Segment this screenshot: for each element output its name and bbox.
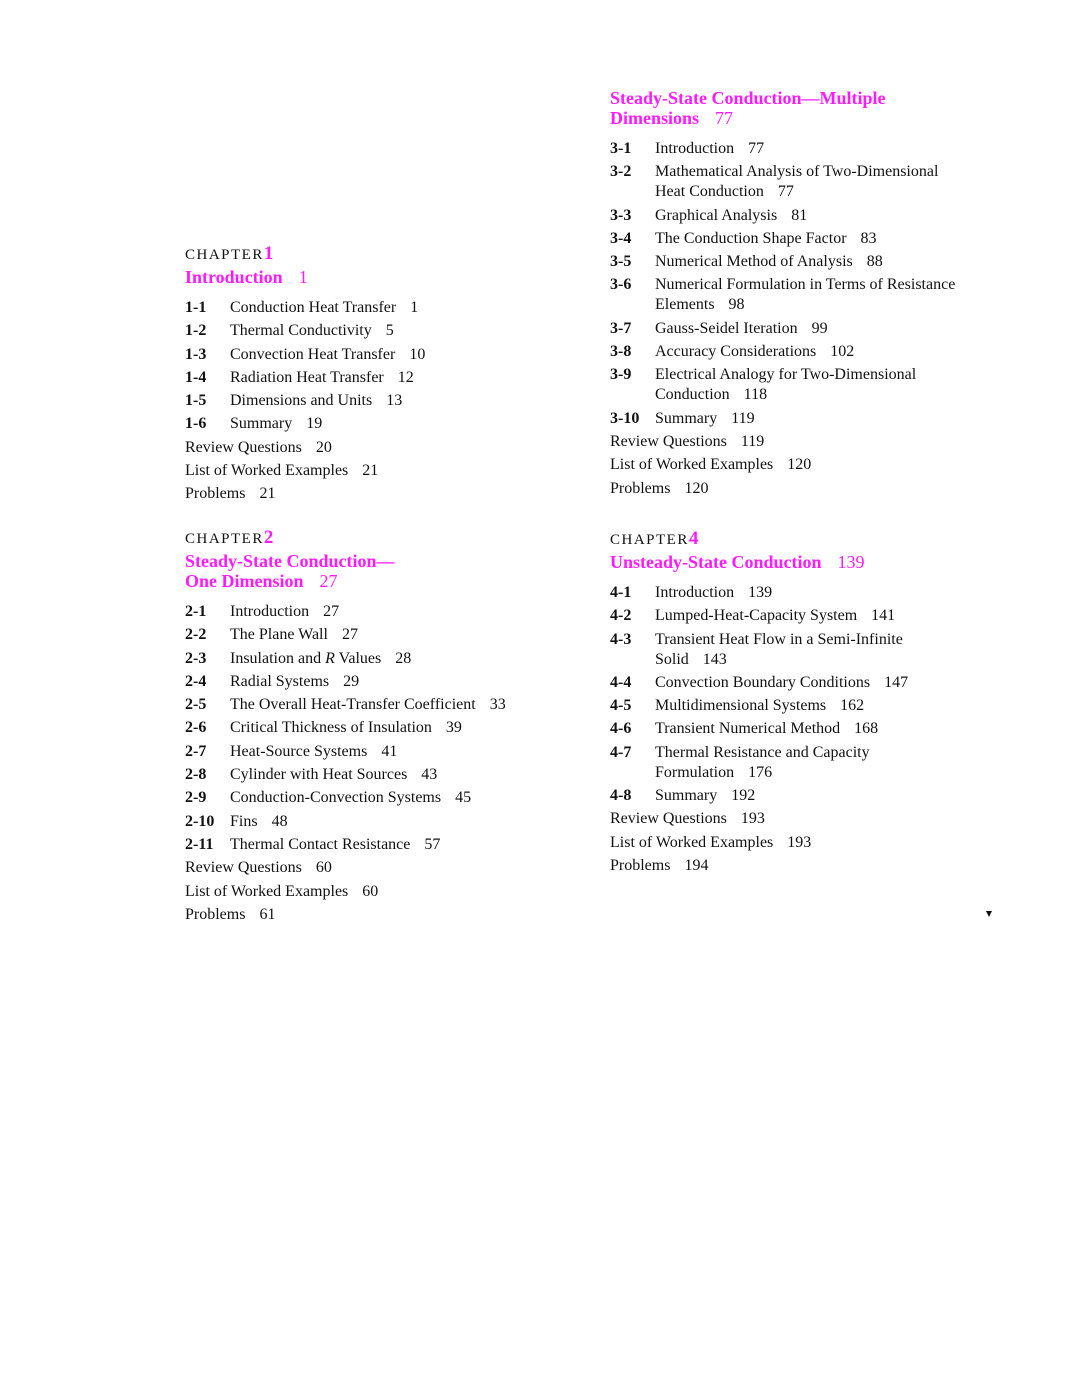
section-page: 119 xyxy=(731,409,755,427)
section-page: 141 xyxy=(871,607,896,625)
section-title: Transient Numerical Method xyxy=(655,720,841,738)
chapter-page-number: 77 xyxy=(715,108,734,128)
toc-entry[interactable] xyxy=(610,206,970,226)
section-number: 2-8 xyxy=(185,766,207,784)
section-page: 27 xyxy=(323,603,340,620)
section-page: 143 xyxy=(702,650,727,668)
toc-extra-entry[interactable] xyxy=(610,455,970,475)
section-title: Critical Thickness of Insulation xyxy=(230,719,432,737)
section-title: Cylinder with Heat Sources xyxy=(230,766,408,784)
extra-title: List of Worked Examples xyxy=(610,456,774,474)
extra-page: 61 xyxy=(259,905,276,923)
section-title: Numerical Formulation in Terms of Resistance Elements xyxy=(655,276,956,314)
extra-title: List of Worked Examples xyxy=(185,882,349,900)
section-page: 83 xyxy=(860,229,877,247)
toc-entry[interactable] xyxy=(185,321,585,341)
section-page: 192 xyxy=(731,787,756,805)
section-number: 2-1 xyxy=(185,603,207,620)
section-number: 3-6 xyxy=(610,276,632,294)
extra-page: 193 xyxy=(740,810,765,828)
toc-extra-entry[interactable] xyxy=(610,809,970,829)
chapter-label xyxy=(185,244,585,264)
toc-extra-entry[interactable] xyxy=(610,432,970,452)
toc-extra-entry[interactable] xyxy=(610,479,970,499)
chapter-4-toc xyxy=(610,529,970,879)
section-page: 48 xyxy=(271,812,288,830)
extra-title: Problems xyxy=(610,479,671,497)
toc-extra-entry[interactable] xyxy=(185,858,585,878)
section-page: 99 xyxy=(811,319,828,337)
toc-entry[interactable] xyxy=(185,765,585,785)
extra-title: Review Questions xyxy=(610,810,727,828)
toc-entry[interactable] xyxy=(185,391,585,411)
section-number: 2-5 xyxy=(185,696,207,714)
toc-entry[interactable] xyxy=(610,743,970,783)
section-page: 147 xyxy=(884,673,909,691)
section-number: 2-3 xyxy=(185,649,207,667)
section-page: 102 xyxy=(830,343,855,361)
section-number: 4-1 xyxy=(610,584,632,601)
section-page: 27 xyxy=(341,626,358,644)
section-page: 81 xyxy=(791,206,808,224)
section-title: Accuracy Considerations xyxy=(655,343,817,361)
section-title: Introduction xyxy=(655,140,735,157)
chapter-page-number: 1 xyxy=(298,267,308,287)
chapter-title-line: Unsteady-State Conduction xyxy=(610,552,822,572)
section-number: 3-10 xyxy=(610,409,640,427)
section-number: 1-2 xyxy=(185,322,207,340)
toc-entry[interactable] xyxy=(185,368,585,388)
toc-extra-entry[interactable] xyxy=(610,856,970,876)
section-title: Fins xyxy=(230,812,258,830)
section-number: 4-2 xyxy=(610,607,632,625)
section-number: 3-9 xyxy=(610,366,632,384)
section-number: 2-9 xyxy=(185,789,207,807)
section-number: 3-1 xyxy=(610,140,632,157)
chapter-title xyxy=(185,267,585,287)
section-number: 2-2 xyxy=(185,626,207,644)
section-title: Mathematical Analysis of Two-Dimensional Heat Conduction xyxy=(655,163,939,201)
toc-entry[interactable] xyxy=(610,162,970,202)
section-title: Graphical Analysis xyxy=(655,206,778,224)
toc-entry[interactable] xyxy=(610,252,970,272)
chapter-page-number: 139 xyxy=(837,552,865,572)
section-title: Introduction xyxy=(230,603,310,620)
toc-entry[interactable] xyxy=(610,365,970,405)
section-title: Conduction Heat Transfer xyxy=(230,299,397,316)
section-title: The Plane Wall xyxy=(230,626,328,644)
extra-page: 120 xyxy=(787,456,812,474)
extra-title: Review Questions xyxy=(185,438,302,456)
toc-entry[interactable] xyxy=(185,298,585,318)
section-title: Conduction-Convection Systems xyxy=(230,789,442,807)
section-title: Radiation Heat Transfer xyxy=(230,368,384,386)
section-page: 1 xyxy=(410,299,419,316)
chapter-title-line: Dimensions xyxy=(610,108,700,128)
section-page: 13 xyxy=(386,392,403,410)
chapter-label xyxy=(185,528,585,548)
section-title: Radial Systems xyxy=(230,672,330,690)
section-number: 3-7 xyxy=(610,319,632,337)
section-title: Lumped-Heat-Capacity System xyxy=(655,607,858,625)
section-page: 33 xyxy=(489,696,506,714)
toc-entry[interactable] xyxy=(185,345,585,365)
toc-entry[interactable] xyxy=(185,414,585,434)
extra-page: 193 xyxy=(787,833,812,851)
section-number: 3-3 xyxy=(610,206,632,224)
section-title: Transient Heat Flow in a Semi-Infinite Solid xyxy=(655,630,903,668)
section-title: Introduction xyxy=(655,584,735,601)
toc-entry[interactable] xyxy=(185,835,585,855)
section-page: 5 xyxy=(385,322,394,340)
section-page: 45 xyxy=(455,789,472,807)
toc-entry[interactable] xyxy=(610,229,970,249)
section-number: 3-4 xyxy=(610,229,632,247)
section-page: 10 xyxy=(409,345,426,363)
toc-entry[interactable] xyxy=(610,786,970,806)
section-number: 1-5 xyxy=(185,392,207,410)
toc-entry[interactable] xyxy=(185,672,585,692)
section-title: Multidimensional Systems xyxy=(655,697,827,715)
toc-entry[interactable] xyxy=(185,812,585,832)
toc-entry[interactable] xyxy=(185,695,585,715)
toc-entry[interactable] xyxy=(610,696,970,716)
toc-extra-entry[interactable] xyxy=(610,833,970,853)
section-number: 4-7 xyxy=(610,743,632,761)
section-title: Thermal Contact Resistance xyxy=(230,835,411,853)
toc-entry[interactable] xyxy=(610,409,970,429)
section-number: 3-8 xyxy=(610,343,632,361)
extra-title: List of Worked Examples xyxy=(610,833,774,851)
chapter-title-line: Steady-State Conduction—Multiple xyxy=(610,88,886,108)
toc-entry[interactable] xyxy=(610,719,970,739)
toc-entry[interactable] xyxy=(610,275,970,315)
section-page: 28 xyxy=(395,649,412,667)
chapter-word: CHAPTER xyxy=(610,532,689,548)
chapter-title xyxy=(185,551,585,591)
section-number: 4-6 xyxy=(610,720,632,738)
extra-page: 194 xyxy=(684,856,709,874)
extra-page: 120 xyxy=(684,479,709,497)
toc-extra-entry[interactable] xyxy=(185,461,585,481)
chapter-number: 2 xyxy=(263,527,274,548)
toc-entry[interactable] xyxy=(185,649,585,669)
chapter-1-toc xyxy=(185,244,585,508)
section-title: Summary xyxy=(655,787,718,805)
extra-title: Problems xyxy=(185,485,246,503)
toc-extra-entry[interactable] xyxy=(185,882,585,902)
extra-title: Review Questions xyxy=(610,432,727,450)
section-page: 88 xyxy=(866,253,883,271)
toc-entry[interactable] xyxy=(610,139,970,159)
toc-entry[interactable] xyxy=(610,583,970,603)
section-page: 98 xyxy=(728,296,745,314)
section-number: 2-7 xyxy=(185,742,207,760)
toc-extra-entry[interactable] xyxy=(185,438,585,458)
section-title: Convection Heat Transfer xyxy=(230,345,396,363)
extra-title: Review Questions xyxy=(185,859,302,877)
chapter-title-line: Introduction xyxy=(185,267,283,287)
section-page: 12 xyxy=(397,368,414,386)
section-number: 3-5 xyxy=(610,253,632,271)
extra-page: 21 xyxy=(362,462,379,480)
section-number: 1-6 xyxy=(185,415,207,433)
toc-extra-entry[interactable] xyxy=(185,905,585,925)
extra-title: List of Worked Examples xyxy=(185,462,349,480)
section-page: 19 xyxy=(306,415,323,433)
section-page: 57 xyxy=(424,835,441,853)
section-page: 162 xyxy=(840,697,865,715)
section-number: 2-11 xyxy=(185,835,214,853)
chapter-2-toc xyxy=(185,528,585,928)
chapter-label xyxy=(610,529,970,549)
section-title: Dimensions and Units xyxy=(230,392,373,410)
extra-title: Problems xyxy=(610,856,671,874)
section-title: Numerical Method of Analysis xyxy=(655,253,853,271)
section-number: 2-6 xyxy=(185,719,207,737)
toc-entry[interactable] xyxy=(610,630,970,670)
section-number: 4-8 xyxy=(610,787,632,805)
toc-entry[interactable] xyxy=(185,718,585,738)
section-title: Summary xyxy=(655,409,718,427)
section-number: 2-4 xyxy=(185,672,207,690)
section-number: 3-2 xyxy=(610,163,632,181)
section-page: 118 xyxy=(743,386,768,404)
section-title: Insulation and R Values xyxy=(230,649,382,667)
chapter-word: CHAPTER xyxy=(185,531,264,547)
chapter-title xyxy=(610,552,970,572)
chapter-number: 4 xyxy=(688,528,699,549)
section-page: 41 xyxy=(381,742,398,760)
chapter-title xyxy=(610,88,970,128)
extra-page: 21 xyxy=(259,485,276,503)
section-page: 43 xyxy=(421,766,438,784)
toc-entry[interactable] xyxy=(610,606,970,626)
chapter-3-toc xyxy=(610,88,970,502)
chapter-number: 1 xyxy=(263,243,274,264)
toc-entry[interactable] xyxy=(610,319,970,339)
section-number: 4-5 xyxy=(610,697,632,715)
extra-page: 60 xyxy=(362,882,379,900)
chapter-title-line: One Dimension xyxy=(185,571,304,591)
section-page: 39 xyxy=(445,719,462,737)
chapter-word: CHAPTER xyxy=(185,247,264,263)
chapter-title-line: Steady-State Conduction— xyxy=(185,551,395,571)
section-title: The Overall Heat-Transfer Coefficient xyxy=(230,696,476,714)
section-number: 2-10 xyxy=(185,812,215,830)
page-mark-icon xyxy=(986,911,992,917)
section-page: 168 xyxy=(854,720,879,738)
toc-entry[interactable] xyxy=(610,342,970,362)
toc-entry[interactable] xyxy=(185,602,585,622)
section-title: Electrical Analogy for Two-Dimensional Conduction xyxy=(655,366,917,404)
chapter-page-number: 27 xyxy=(319,571,338,591)
section-title: Gauss-Seidel Iteration xyxy=(655,319,798,337)
section-page: 176 xyxy=(748,763,773,781)
toc-entry[interactable] xyxy=(185,742,585,762)
section-title: Thermal Resistance and Capacity Formulation xyxy=(655,743,870,781)
extra-page: 60 xyxy=(315,859,332,877)
extra-title: Problems xyxy=(185,905,246,923)
section-page: 77 xyxy=(748,140,765,157)
section-number: 1-4 xyxy=(185,368,207,386)
section-page: 29 xyxy=(343,672,360,690)
section-number: 4-4 xyxy=(610,673,632,691)
toc-extra-entry[interactable] xyxy=(185,484,585,504)
section-page: 139 xyxy=(748,584,773,601)
section-page: 77 xyxy=(777,183,794,201)
section-title: Convection Boundary Conditions xyxy=(655,673,871,691)
section-title: Summary xyxy=(230,415,293,433)
section-number: 1-1 xyxy=(185,299,207,316)
extra-page: 20 xyxy=(315,438,332,456)
section-title: Heat-Source Systems xyxy=(230,742,368,760)
toc-entry[interactable] xyxy=(610,673,970,693)
toc-entry[interactable] xyxy=(185,788,585,808)
toc-entry[interactable] xyxy=(185,625,585,645)
section-number: 1-3 xyxy=(185,345,207,363)
section-title: Thermal Conductivity xyxy=(230,322,372,340)
section-title: The Conduction Shape Factor xyxy=(655,229,847,247)
section-number: 4-3 xyxy=(610,630,632,648)
extra-page: 119 xyxy=(740,432,765,450)
